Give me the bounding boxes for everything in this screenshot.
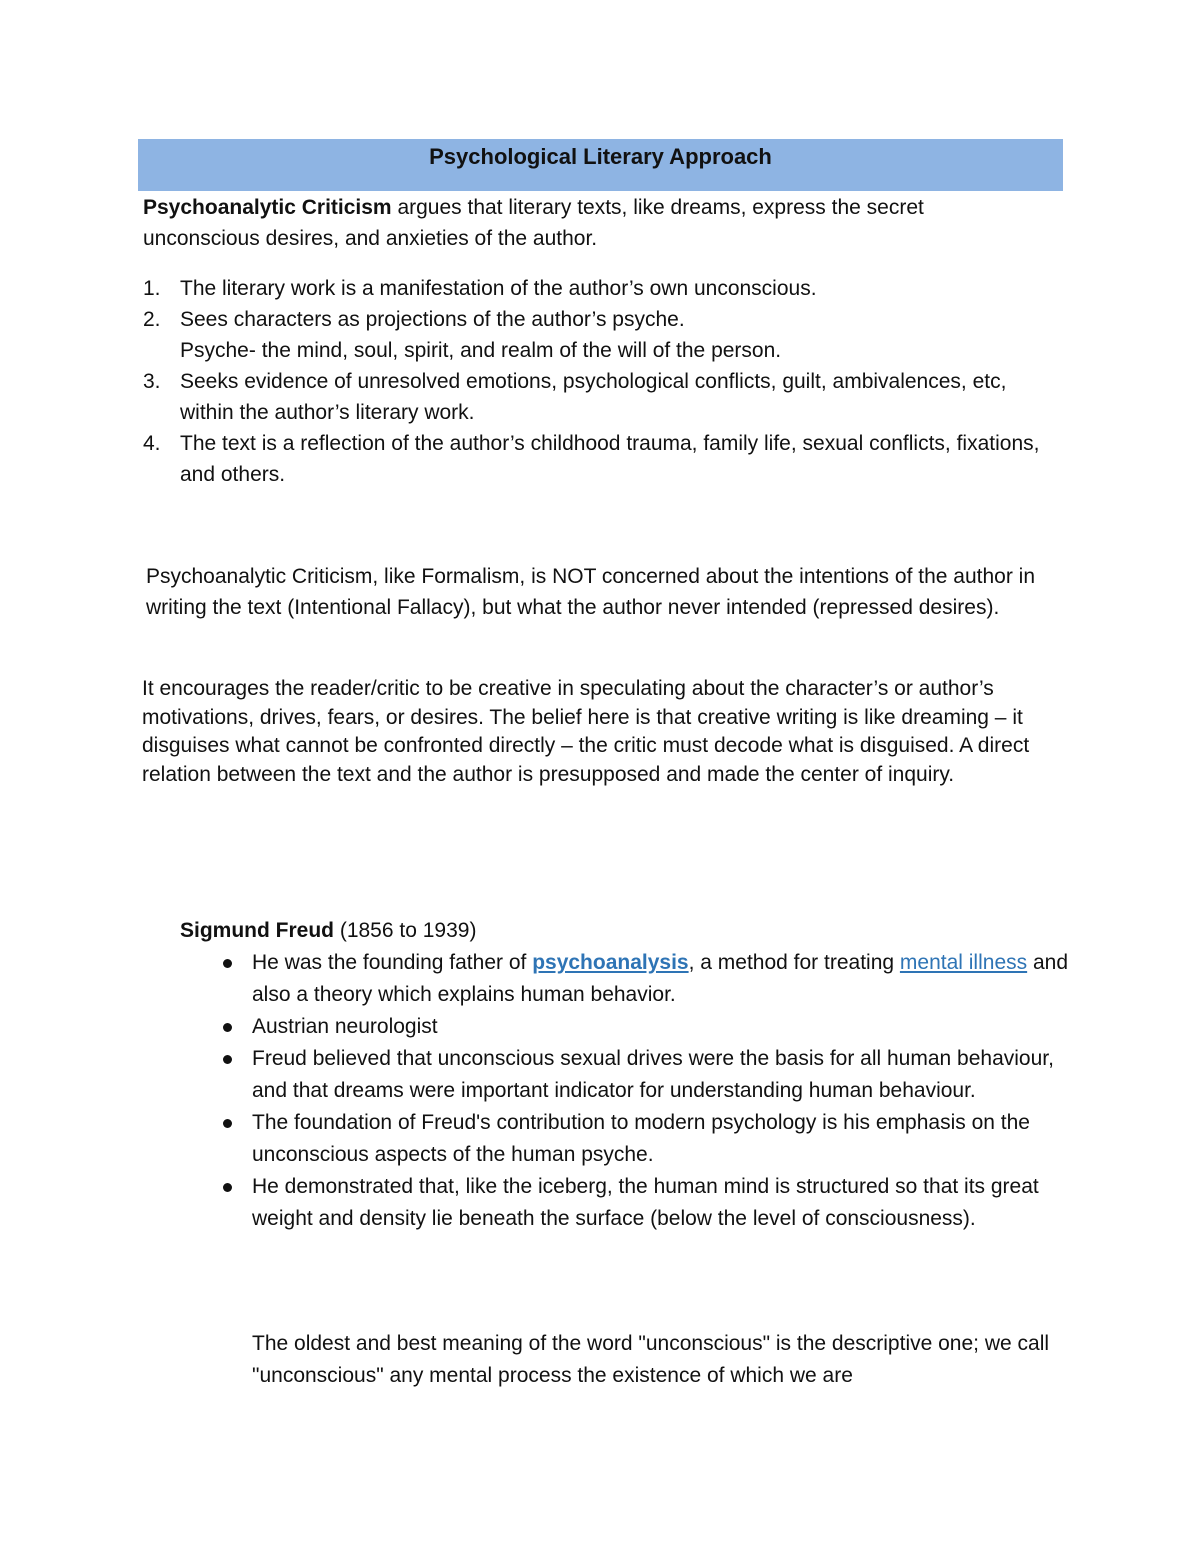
list-item-text: Sees characters as projections of the author’s psyche. bbox=[180, 308, 685, 331]
list-item bbox=[215, 1171, 1075, 1235]
bullet-icon bbox=[223, 1119, 232, 1128]
psychoanalysis-link[interactable]: psychoanalysis bbox=[532, 951, 689, 974]
freud-bullet-list bbox=[215, 947, 1075, 1235]
bullet-icon bbox=[223, 959, 232, 968]
intro-text: argues that literary texts, like dreams, express the secret unconscious desires, and anxieties of the author. bbox=[143, 196, 924, 250]
list-number: 2. bbox=[143, 308, 161, 331]
bullet-icon bbox=[223, 1023, 232, 1032]
list-item bbox=[143, 366, 1063, 428]
title-banner bbox=[138, 139, 1063, 191]
list-item bbox=[143, 428, 1063, 490]
mental-illness-link[interactable]: mental illness bbox=[899, 951, 1028, 974]
bullet-icon bbox=[223, 1055, 232, 1064]
freud-heading bbox=[180, 915, 476, 946]
bullet-text: He demonstrated that, like the iceberg, the human mind is structured so that its great weight and density lie beneath the surface (below the level of consciousness). bbox=[252, 1175, 1039, 1230]
freud-name: Sigmund Freud bbox=[180, 919, 334, 942]
list-item bbox=[215, 1011, 1075, 1043]
list-item bbox=[143, 304, 1063, 366]
list-item bbox=[215, 1043, 1075, 1107]
bullet-text: Austrian neurologist bbox=[252, 1015, 438, 1038]
bullet-icon bbox=[223, 1183, 232, 1192]
bullet-text: , a method for treating bbox=[688, 951, 900, 974]
bullet-text: and also a theory which explains human behavior. bbox=[252, 951, 1069, 1006]
creativity-paragraph: It encourages the reader/critic to be creative in speculating about the character’s or author’s motivations, drives, fears, or desires. The belief here is that creative writing is like dreaming – it disguises what cannot be confronted directly – the critic must decode what is disguised. A direct relation between the text and the author is presupposed and made the center of inquiry. bbox=[142, 677, 1030, 786]
list-number: 4. bbox=[143, 432, 161, 455]
bullet-text: Freud believed that unconscious sexual drives were the basis for all human behaviour, and that dreams were important indicator for understanding human behaviour. bbox=[252, 1047, 1054, 1102]
list-item-text: The literary work is a manifestation of the author’s own unconscious. bbox=[180, 277, 817, 300]
freud-years: (1856 to 1939) bbox=[334, 919, 477, 942]
list-item-text: The text is a reflection of the author’s childhood trauma, family life, sexual conflicts, fixations, and others. bbox=[180, 432, 1040, 486]
numbered-list bbox=[143, 273, 1063, 490]
intro-term: Psychoanalytic Criticism bbox=[143, 196, 392, 219]
formalism-paragraph: Psychoanalytic Criticism, like Formalism, is NOT concerned about the intentions of the author in writing the text (Intentional Fallacy), but what the author never intended (repressed desires). bbox=[146, 565, 1035, 619]
list-item-text: Seeks evidence of unresolved emotions, psychological conflicts, guilt, ambivalences, etc, within the author’s literary work. bbox=[180, 370, 1007, 424]
psyche-definition: Psyche- the mind, soul, spirit, and realm of the will of the person. bbox=[180, 339, 782, 362]
intro-paragraph bbox=[143, 192, 1043, 254]
list-item bbox=[215, 1107, 1075, 1171]
bullet-text: The foundation of Freud's contribution to modern psychology is his emphasis on the unconscious aspects of the human psyche. bbox=[252, 1111, 1030, 1166]
list-item bbox=[143, 273, 1063, 304]
list-number: 1. bbox=[143, 277, 161, 300]
list-number: 3. bbox=[143, 370, 161, 393]
unconscious-paragraph: The oldest and best meaning of the word "unconscious" is the descriptive one; we call "unconscious" any mental process the existence of which we are bbox=[252, 1332, 1050, 1387]
page-title: Psychological Literary Approach bbox=[429, 144, 772, 169]
bullet-text: He was the founding father of bbox=[252, 951, 533, 974]
list-item bbox=[215, 947, 1075, 1011]
